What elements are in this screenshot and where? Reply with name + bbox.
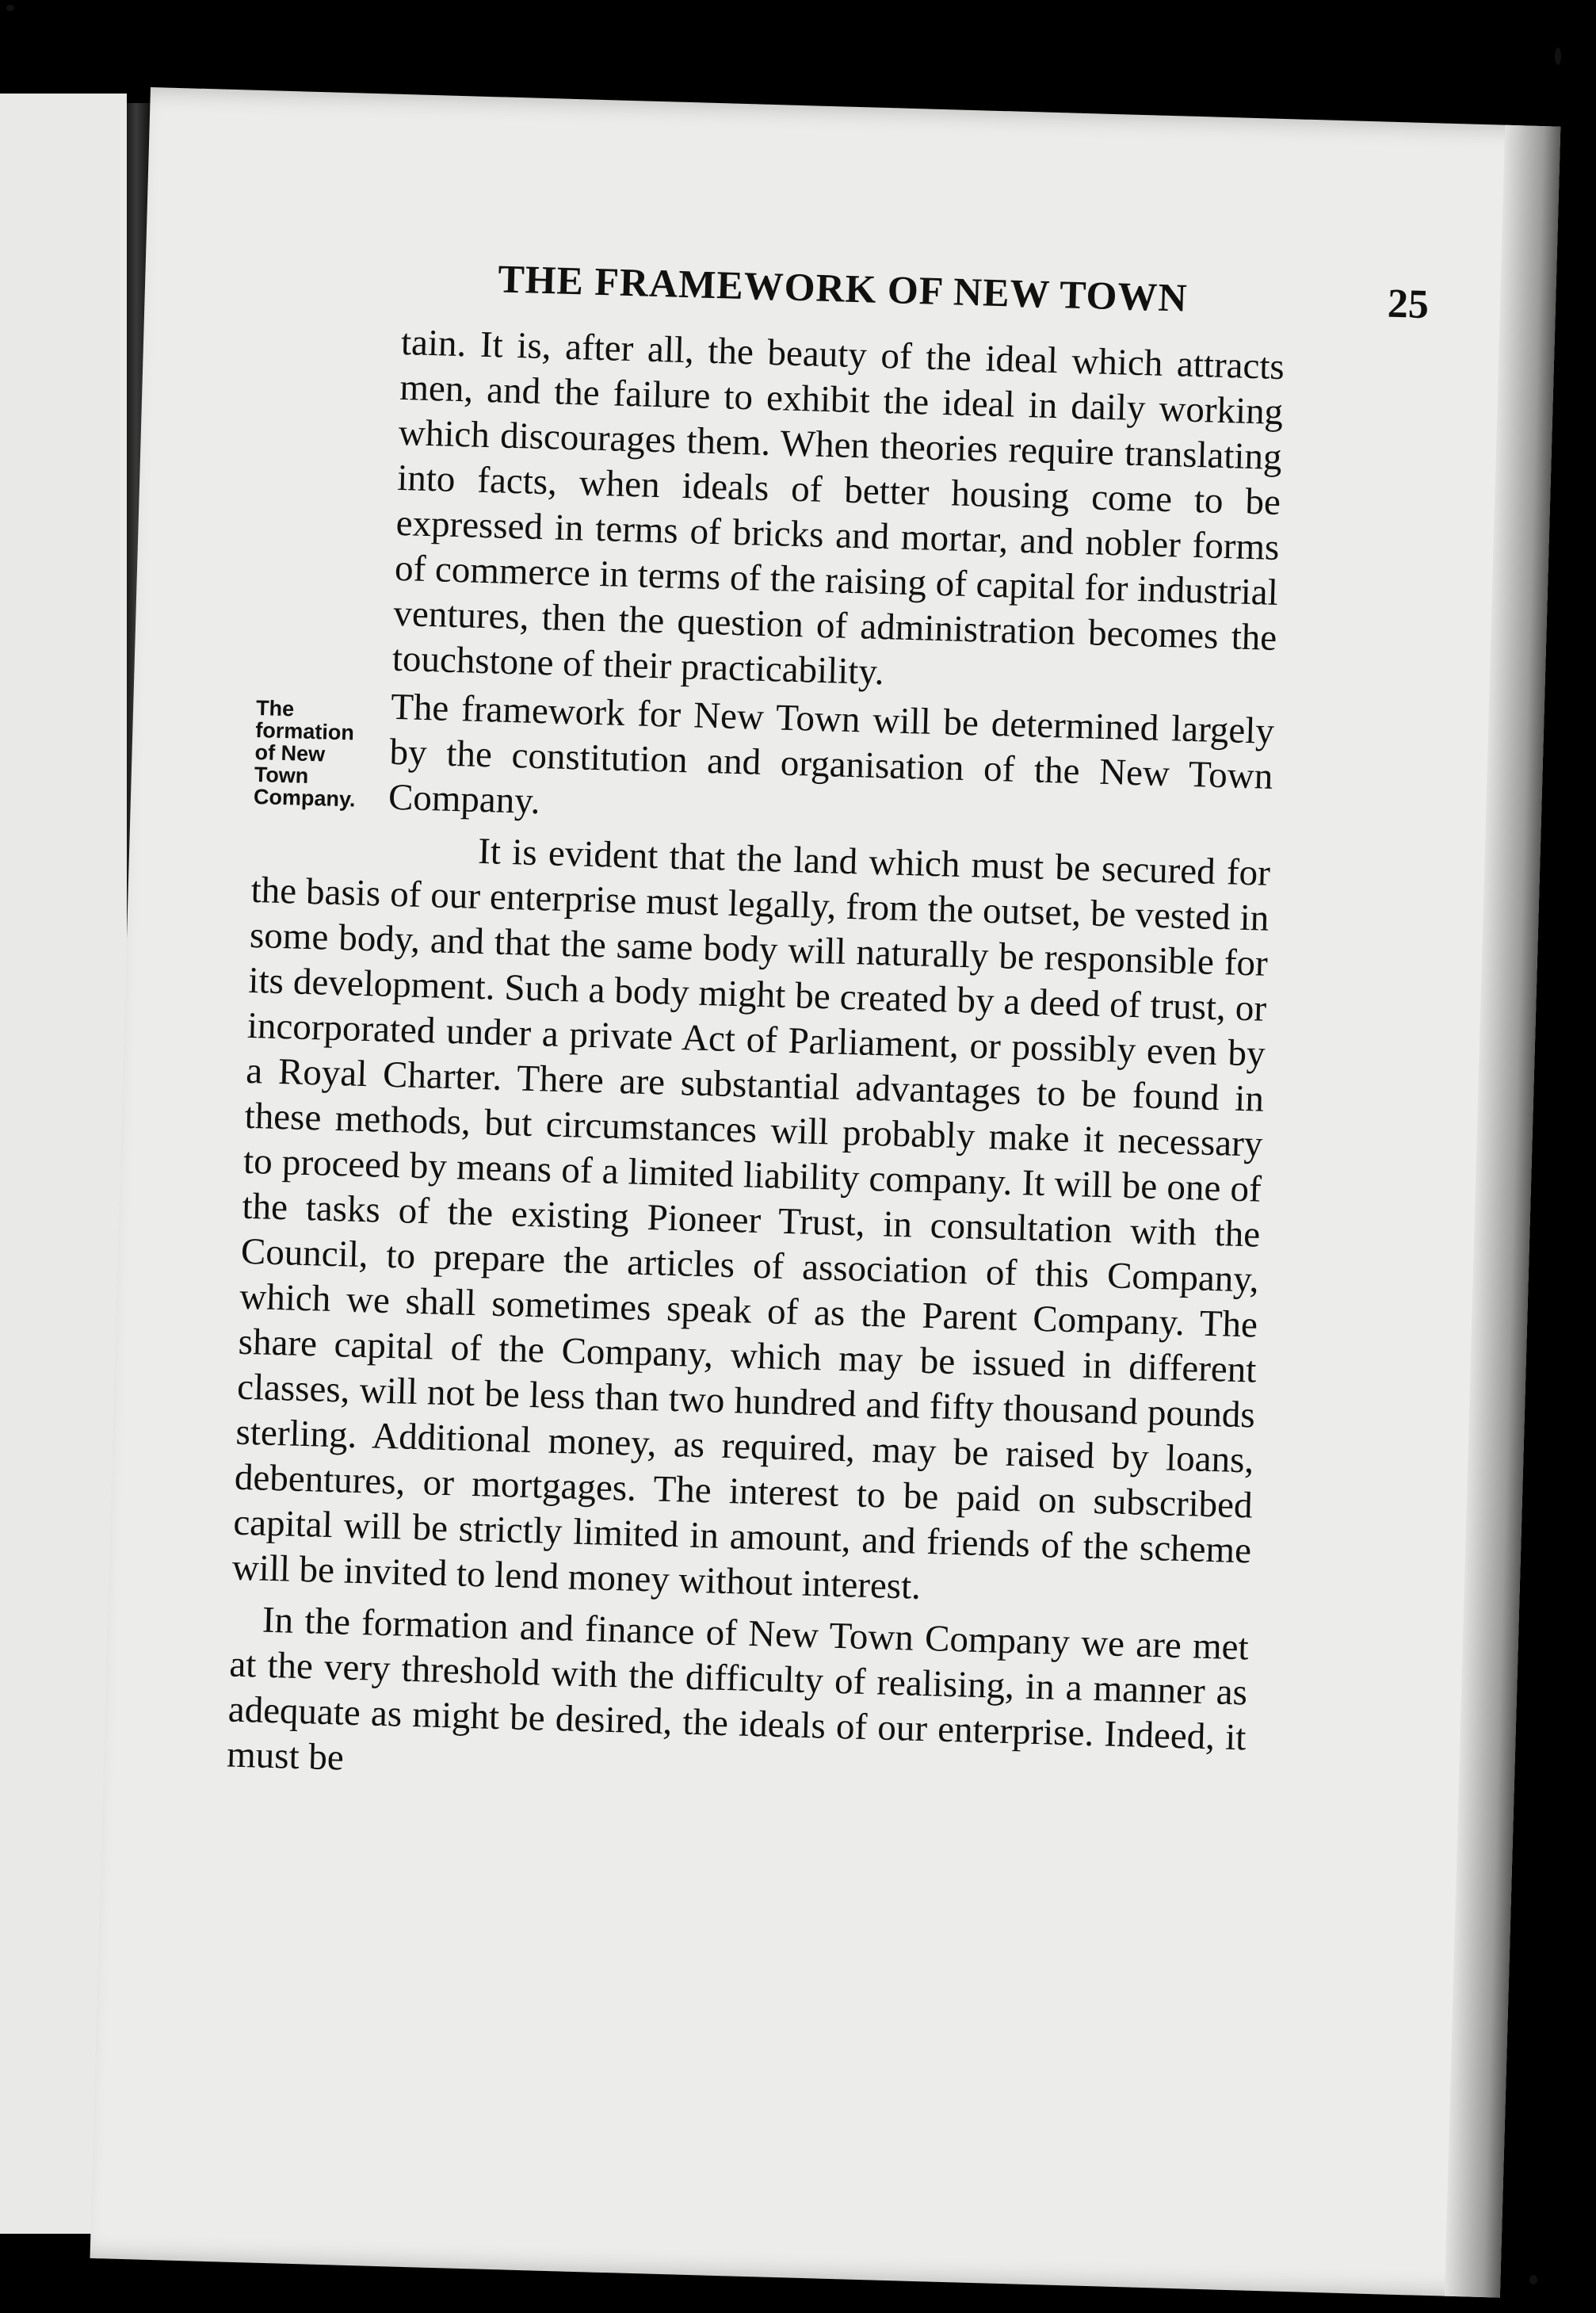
section-lead-sentence: The framework for New Town will be determined largely by the constitution and organisation of the New Town Company.	[388, 686, 1275, 823]
marginal-note: The formation of New Town Company.	[253, 696, 356, 812]
paragraph	[388, 685, 1274, 845]
body-text	[226, 316, 1285, 1806]
page-edge-shadow	[1445, 125, 1560, 2298]
scan-speck	[1529, 2275, 1537, 2284]
section-company-formation	[231, 681, 1275, 1619]
page-number: 25	[1387, 281, 1430, 328]
scan-speck	[6, 5, 14, 11]
page-title: THE FRAMEWORK OF NEW TOWN	[497, 256, 1189, 320]
book-page	[90, 87, 1560, 2298]
paragraph	[231, 823, 1271, 1619]
running-head	[399, 253, 1430, 328]
paragraph: In the formation and finance of New Town Company we are met at the very threshold with the difficulty of realising, in a manner as adequate as might be desired, the ideals of our enterprise. Indeed, it must be	[226, 1599, 1250, 1779]
paragraph: tain. It is, after all, the beauty of the ideal which attracts men, and the failure to exhibit the ideal in daily working which discourages them. When theories require translating into facts, when ideals of better housing come to be expressed in terms of bricks and mortar, and nobler forms of commerce in terms of the raising of capital for industrial ventures, then the question of administration becomes the touchstone of their practicability.	[391, 321, 1285, 694]
scan-speck	[1555, 48, 1561, 65]
paragraph-text: It is evident that the land which must be secured for the basis of our enterprise must legally, from the outset, be vested in some body, and that the same body will naturally be responsible for its development. Such a body might be created by a deed of trust, or incorporated under a private Act of Parliament, or possibly even by a Royal Charter. There are substantial advantages to be found in these methods, but circumstances will probably make it necessary to proceed by means of a limited liability company. It will be one of the tasks of the existing Pioneer Trust, in consultation with the Council, to prepare the articles of association of this Company, which we shall sometimes speak of as the Parent Company. The share capital of the Company, which may be issued in different classes, will not be less than two hundred and fifty thousand pounds sterling. Additional money, as required, may be raised by loans, debentures, or mortgages. The interest to be paid on subscribed capital will be strictly limited in amount, and friends of the scheme will be invited to lend money without interest.	[231, 830, 1271, 1608]
